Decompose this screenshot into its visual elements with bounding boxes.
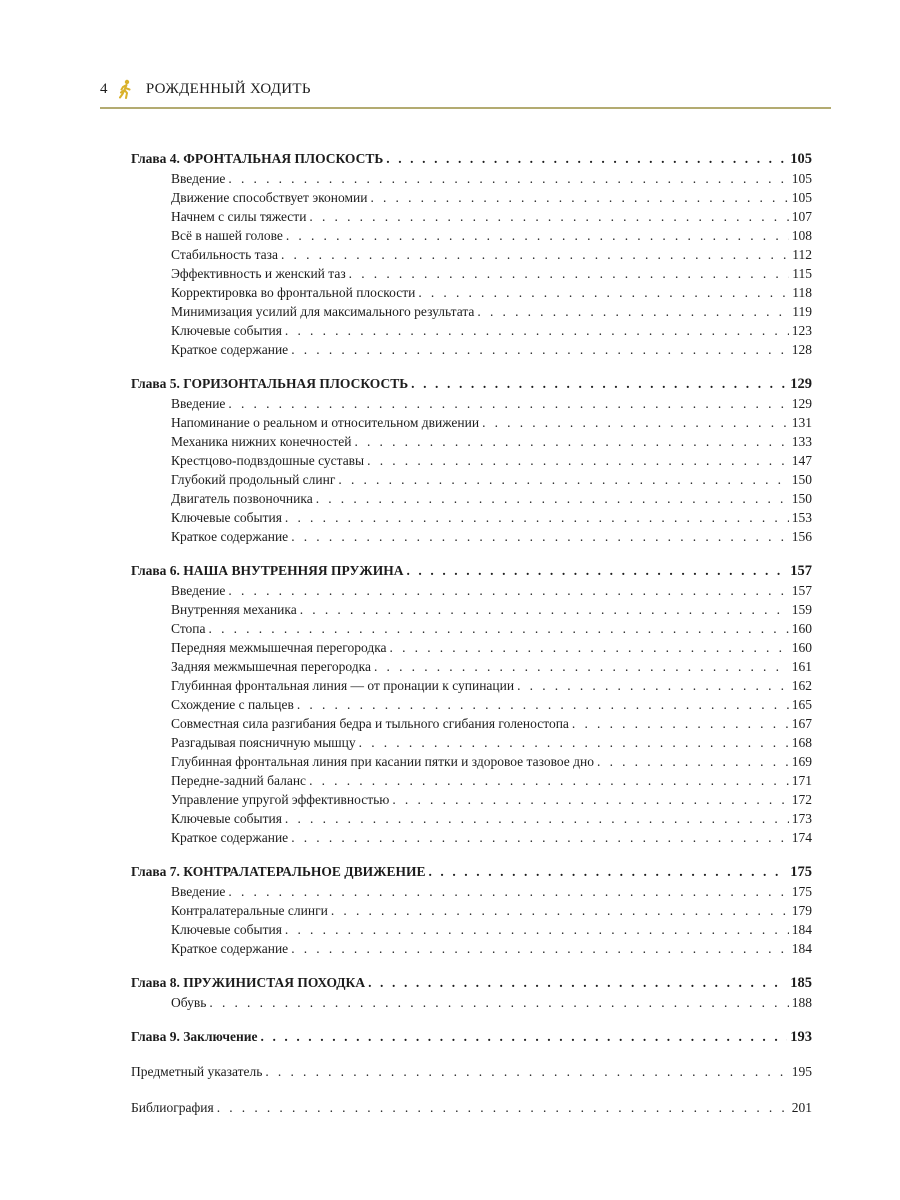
section-entry-page: 168: [791, 735, 812, 750]
dot-leader: [285, 323, 789, 339]
dot-leader: [428, 864, 787, 880]
chapter-entry-title: Глава 6. НАША ВНУТРЕННЯЯ ПРУЖИНА: [131, 563, 404, 578]
section-entry-title: Корректировка во фронтальной плоскости: [171, 285, 416, 300]
section-entry-title: Напоминание о реальном и относительном движении: [171, 415, 480, 430]
section-entry[interactable]: [131, 583, 812, 602]
section-entry[interactable]: [131, 190, 812, 209]
chapter-entry[interactable]: [131, 376, 812, 396]
section-entry[interactable]: [131, 247, 812, 266]
header-divider: [100, 107, 831, 109]
section-entry-page: 150: [791, 472, 812, 487]
section-entry-page: 105: [791, 190, 812, 205]
section-entry-title: Стабильность таза: [171, 247, 278, 262]
section-entry[interactable]: [131, 773, 812, 792]
dot-leader: [209, 621, 789, 637]
section-entry[interactable]: [131, 285, 812, 304]
dot-leader: [354, 434, 788, 450]
section-entry-title: Введение: [171, 171, 226, 186]
back-matter-entry[interactable]: [131, 1064, 812, 1084]
chapter-entry-title: Глава 5. ГОРИЗОНТАЛЬНАЯ ПЛОСКОСТЬ: [131, 376, 409, 391]
chapter-block: [131, 563, 812, 849]
chapter-entry[interactable]: [131, 1029, 812, 1049]
section-entry-page: 179: [791, 903, 812, 918]
section-entry-title: Краткое содержание: [171, 941, 289, 956]
section-entry-title: Механика нижних конечностей: [171, 434, 352, 449]
section-entry-title: Движение способствует экономии: [171, 190, 368, 205]
section-entry-page: 169: [791, 754, 812, 769]
section-entry-page: 165: [791, 697, 812, 712]
running-header: [100, 77, 831, 101]
section-entry-title: Схождение с пальцев: [171, 697, 294, 712]
section-entry[interactable]: [131, 323, 812, 342]
section-entry-page: 157: [791, 583, 812, 598]
back-matter-entry[interactable]: [131, 1100, 812, 1120]
section-entry[interactable]: [131, 491, 812, 510]
section-entry[interactable]: [131, 697, 812, 716]
section-entry-title: Совместная сила разгибания бедра и тыльного сгибания голеностопа: [171, 716, 569, 731]
back-matter-entry-title: Предметный указатель: [131, 1064, 263, 1079]
section-entry-page: 107: [791, 209, 812, 224]
back-matter-entry-title: Библиография: [131, 1100, 214, 1115]
table-of-contents: [131, 151, 812, 1136]
section-entry[interactable]: [131, 453, 812, 472]
dot-leader: [406, 563, 787, 579]
section-entry-title: Минимизация усилий для максимального результата: [171, 304, 475, 319]
section-entry[interactable]: [131, 342, 812, 361]
dot-leader: [285, 811, 789, 827]
section-entry[interactable]: [131, 830, 812, 849]
chapter-entry-page: 105: [790, 151, 812, 167]
section-entry-title: Глубокий продольный слинг: [171, 472, 336, 487]
dot-leader: [411, 376, 787, 392]
section-entry-title: Эффективность и женский таз: [171, 266, 346, 281]
section-entry-page: 131: [791, 415, 812, 430]
chapter-block: [131, 1029, 812, 1049]
section-entry[interactable]: [131, 716, 812, 735]
dot-leader: [291, 529, 789, 545]
section-entry-title: Стопа: [171, 621, 206, 636]
section-entry[interactable]: [131, 659, 812, 678]
section-entry-page: 175: [791, 884, 812, 899]
section-entry-title: Ключевые события: [171, 811, 282, 826]
section-entry[interactable]: [131, 735, 812, 754]
section-entry-page: 118: [792, 285, 812, 300]
section-entry-page: 159: [791, 602, 812, 617]
chapter-entry-page: 129: [790, 376, 812, 392]
section-entry[interactable]: [131, 304, 812, 323]
section-entry[interactable]: [131, 811, 812, 830]
section-entry-page: 128: [791, 342, 812, 357]
dot-leader: [291, 941, 789, 957]
dot-leader: [349, 266, 790, 282]
section-entry-page: 161: [791, 659, 812, 674]
section-entry[interactable]: [131, 228, 812, 247]
dot-leader: [392, 792, 788, 808]
section-entry-page: 160: [791, 640, 812, 655]
chapter-entry-title: Глава 8. ПРУЖИНИСТАЯ ПОХОДКА: [131, 975, 366, 990]
dot-leader: [228, 396, 788, 412]
section-entry-page: 184: [791, 941, 812, 956]
dot-leader: [418, 285, 789, 301]
section-entry-title: Передняя межмышечная перегородка: [171, 640, 387, 655]
chapter-entry[interactable]: [131, 151, 812, 171]
section-entry-page: 108: [791, 228, 812, 243]
section-entry[interactable]: [131, 171, 812, 190]
section-entry-page: 156: [791, 529, 812, 544]
section-entry-page: 119: [792, 304, 812, 319]
section-entry[interactable]: [131, 884, 812, 903]
dot-leader: [386, 151, 787, 167]
dot-leader: [597, 754, 789, 770]
walking-person-icon: [118, 79, 134, 99]
section-entry-title: Внутренняя механика: [171, 602, 297, 617]
section-entry-page: 160: [791, 621, 812, 636]
dot-leader: [217, 1100, 789, 1116]
section-entry[interactable]: [131, 602, 812, 621]
section-entry-title: Ключевые события: [171, 323, 282, 338]
dot-leader: [209, 995, 788, 1011]
section-entry-title: Ключевые события: [171, 510, 282, 525]
section-entry-page: 162: [791, 678, 812, 693]
dot-leader: [316, 491, 789, 507]
section-entry-page: 115: [792, 266, 812, 281]
back-matter-entry-page: 195: [791, 1064, 812, 1079]
section-entry-title: Введение: [171, 884, 226, 899]
section-entry-title: Краткое содержание: [171, 529, 289, 544]
back-matter-entry-page: 201: [791, 1100, 812, 1115]
section-entry-title: Контралатеральные слинги: [171, 903, 328, 918]
dot-leader: [482, 415, 789, 431]
section-entry-page: 153: [791, 510, 812, 525]
dot-leader: [370, 190, 788, 206]
dot-leader: [359, 735, 789, 751]
dot-leader: [261, 1029, 788, 1045]
section-entry-page: 123: [791, 323, 812, 338]
dot-leader: [286, 228, 789, 244]
section-entry-page: 105: [791, 171, 812, 186]
dot-leader: [228, 583, 788, 599]
section-entry-page: 150: [791, 491, 812, 506]
chapter-entry-page: 157: [790, 563, 812, 579]
dot-leader: [291, 830, 789, 846]
section-entry-title: Разгадывая поясничную мышцу: [171, 735, 356, 750]
chapter-block: [131, 975, 812, 1014]
section-entry-title: Ключевые события: [171, 922, 282, 937]
section-entry-page: 112: [792, 247, 812, 262]
dot-leader: [390, 640, 789, 656]
dot-leader: [228, 884, 788, 900]
section-entry-title: Всё в нашей голове: [171, 228, 283, 243]
section-entry-title: Глубинная фронтальная линия — от пронации к супинации: [171, 678, 515, 693]
section-entry-page: 184: [791, 922, 812, 937]
section-entry-page: 174: [791, 830, 812, 845]
section-entry-title: Краткое содержание: [171, 830, 289, 845]
chapter-entry-title: Глава 7. КОНТРАЛАТЕРАЛЬНОЕ ДВИЖЕНИЕ: [131, 864, 426, 879]
chapter-entry-page: 175: [790, 864, 812, 880]
section-entry-title: Управление упругой эффективностью: [171, 792, 390, 807]
dot-leader: [517, 678, 789, 694]
section-entry-page: 172: [791, 792, 812, 807]
chapter-entry[interactable]: [131, 563, 812, 583]
chapter-entry-title: Глава 4. ФРОНТАЛЬНАЯ ПЛОСКОСТЬ: [131, 151, 384, 166]
section-entry-title: Введение: [171, 583, 226, 598]
dot-leader: [368, 975, 787, 991]
dot-leader: [374, 659, 789, 675]
dot-leader: [281, 247, 789, 263]
dot-leader: [309, 773, 789, 789]
chapter-block: [131, 864, 812, 960]
dot-leader: [228, 171, 788, 187]
dot-leader: [367, 453, 789, 469]
section-entry-title: Начнем с силы тяжести: [171, 209, 307, 224]
section-entry[interactable]: [131, 678, 812, 697]
section-entry[interactable]: [131, 941, 812, 960]
chapter-block: [131, 376, 812, 548]
dot-leader: [300, 602, 789, 618]
section-entry-title: Глубинная фронтальная линия при касании пятки и здоровое тазовое дно: [171, 754, 595, 769]
section-entry[interactable]: [131, 754, 812, 773]
dot-leader: [572, 716, 789, 732]
dot-leader: [331, 903, 789, 919]
dot-leader: [309, 209, 788, 225]
chapter-entry-page: 185: [790, 975, 812, 991]
section-entry[interactable]: [131, 640, 812, 659]
dot-leader: [477, 304, 789, 320]
section-entry[interactable]: [131, 510, 812, 529]
chapter-entry[interactable]: [131, 975, 812, 995]
section-entry-page: 133: [791, 434, 812, 449]
section-entry-page: 129: [791, 396, 812, 411]
section-entry[interactable]: [131, 434, 812, 453]
dot-leader: [291, 342, 789, 358]
section-entry[interactable]: [131, 529, 812, 548]
dot-leader: [265, 1064, 788, 1080]
section-entry[interactable]: [131, 266, 812, 285]
section-entry-page: 167: [791, 716, 812, 731]
chapter-entry-title: Глава 9. Заключение: [131, 1029, 258, 1044]
dot-leader: [297, 697, 789, 713]
chapter-entry-page: 193: [790, 1029, 812, 1045]
section-entry[interactable]: [131, 472, 812, 491]
section-entry-title: Крестцово-подвздошные суставы: [171, 453, 365, 468]
section-entry[interactable]: [131, 621, 812, 640]
section-entry-page: 171: [791, 773, 812, 788]
section-entry[interactable]: [131, 396, 812, 415]
section-entry[interactable]: [131, 995, 812, 1014]
section-entry-page: 147: [791, 453, 812, 468]
section-entry-title: Задняя межмышечная перегородка: [171, 659, 371, 674]
section-entry-title: Двигатель позвоночника: [171, 491, 313, 506]
section-entry-title: Краткое содержание: [171, 342, 289, 357]
section-entry[interactable]: [131, 415, 812, 434]
chapter-block: [131, 151, 812, 361]
book-title: РОЖДЕННЫЙ ХОДИТЬ: [145, 80, 311, 97]
section-entry[interactable]: [131, 792, 812, 811]
section-entry[interactable]: [131, 209, 812, 228]
section-entry[interactable]: [131, 903, 812, 922]
page-number: 4: [100, 80, 108, 97]
chapter-entry[interactable]: [131, 864, 812, 884]
section-entry-title: Введение: [171, 396, 226, 411]
dot-leader: [338, 472, 788, 488]
section-entry-page: 188: [791, 995, 812, 1010]
section-entry-title: Передне-задний баланс: [171, 773, 307, 788]
dot-leader: [285, 922, 789, 938]
section-entry-title: Обувь: [171, 995, 207, 1010]
section-entry[interactable]: [131, 922, 812, 941]
section-entry-page: 173: [791, 811, 812, 826]
dot-leader: [285, 510, 789, 526]
